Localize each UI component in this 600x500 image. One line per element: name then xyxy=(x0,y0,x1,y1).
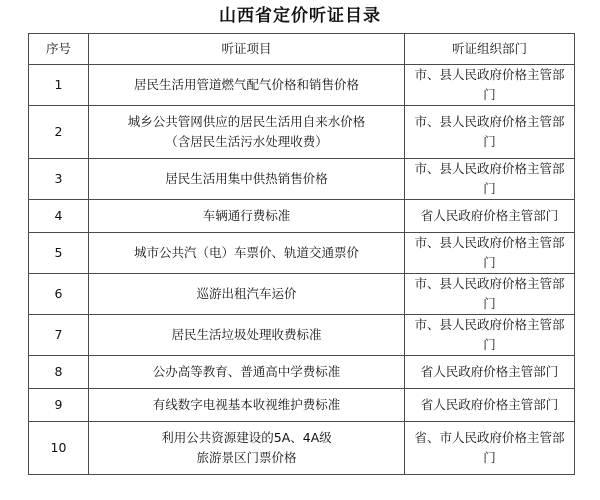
table-row xyxy=(29,356,575,389)
row-dept: 省人民政府价格主管部门 xyxy=(405,356,575,389)
row-item-line: 居民生活垃圾处理收费标准 xyxy=(171,327,322,342)
row-dept: 省人民政府价格主管部门 xyxy=(405,389,575,422)
row-dept: 市、县人民政府价格主管部门 xyxy=(405,233,575,274)
table-row xyxy=(29,315,575,356)
row-no: 2 xyxy=(29,106,89,159)
row-item-line: 车辆通行费标准 xyxy=(202,208,291,223)
row-item-line: 巡游出租汽车运价 xyxy=(196,286,297,301)
row-item-line: （含居民生活污水处理收费） xyxy=(165,134,328,149)
row-item-line: 有线数字电视基本收视维护费标准 xyxy=(152,397,341,412)
row-item xyxy=(89,422,405,475)
row-item xyxy=(89,389,405,422)
row-dept: 市、县人民政府价格主管部门 xyxy=(405,106,575,159)
row-item-line: 居民生活用管道燃气配气价格和销售价格 xyxy=(133,77,359,92)
row-item-line: 公办高等教育、普通高中学费标准 xyxy=(152,364,341,379)
row-item-line: 城市公共汽（电）车票价、轨道交通票价 xyxy=(133,245,359,260)
row-item xyxy=(89,65,405,106)
row-no: 1 xyxy=(29,65,89,106)
header-no: 序号 xyxy=(29,34,89,65)
table-row xyxy=(29,233,575,274)
table-row xyxy=(29,389,575,422)
row-item-line: 城乡公共管网供应的居民生活用自来水价格 xyxy=(127,114,366,129)
document-title: 山西省定价听证目录 xyxy=(219,6,381,26)
table-row xyxy=(29,159,575,200)
row-no: 3 xyxy=(29,159,89,200)
table-row xyxy=(29,200,575,233)
row-dept: 市、县人民政府价格主管部门 xyxy=(405,274,575,315)
table-row xyxy=(29,422,575,475)
row-item xyxy=(89,356,405,389)
table-row xyxy=(29,274,575,315)
row-dept: 省、市人民政府价格主管部门 xyxy=(405,422,575,475)
header-dept: 听证组织部门 xyxy=(405,34,575,65)
row-item xyxy=(89,159,405,200)
row-dept: 市、县人民政府价格主管部门 xyxy=(405,315,575,356)
row-item-line: 利用公共资源建设的5A、4A级 xyxy=(161,430,332,445)
row-item xyxy=(89,274,405,315)
row-item xyxy=(89,200,405,233)
row-no: 10 xyxy=(29,422,89,475)
row-no: 6 xyxy=(29,274,89,315)
row-item xyxy=(89,106,405,159)
table-row xyxy=(29,106,575,159)
row-dept: 省人民政府价格主管部门 xyxy=(405,200,575,233)
row-item-line: 旅游景区门票价格 xyxy=(196,450,297,465)
row-dept: 市、县人民政府价格主管部门 xyxy=(405,159,575,200)
row-no: 4 xyxy=(29,200,89,233)
header-item: 听证项目 xyxy=(89,34,405,65)
row-item xyxy=(89,315,405,356)
row-item xyxy=(89,233,405,274)
table-row xyxy=(29,65,575,106)
row-no: 8 xyxy=(29,356,89,389)
row-no: 9 xyxy=(29,389,89,422)
row-no: 5 xyxy=(29,233,89,274)
row-no: 7 xyxy=(29,315,89,356)
row-item-line: 居民生活用集中供热销售价格 xyxy=(165,171,328,186)
hearing-catalog-table xyxy=(28,33,575,475)
row-dept: 市、县人民政府价格主管部门 xyxy=(405,65,575,106)
table-header-row xyxy=(29,34,575,65)
